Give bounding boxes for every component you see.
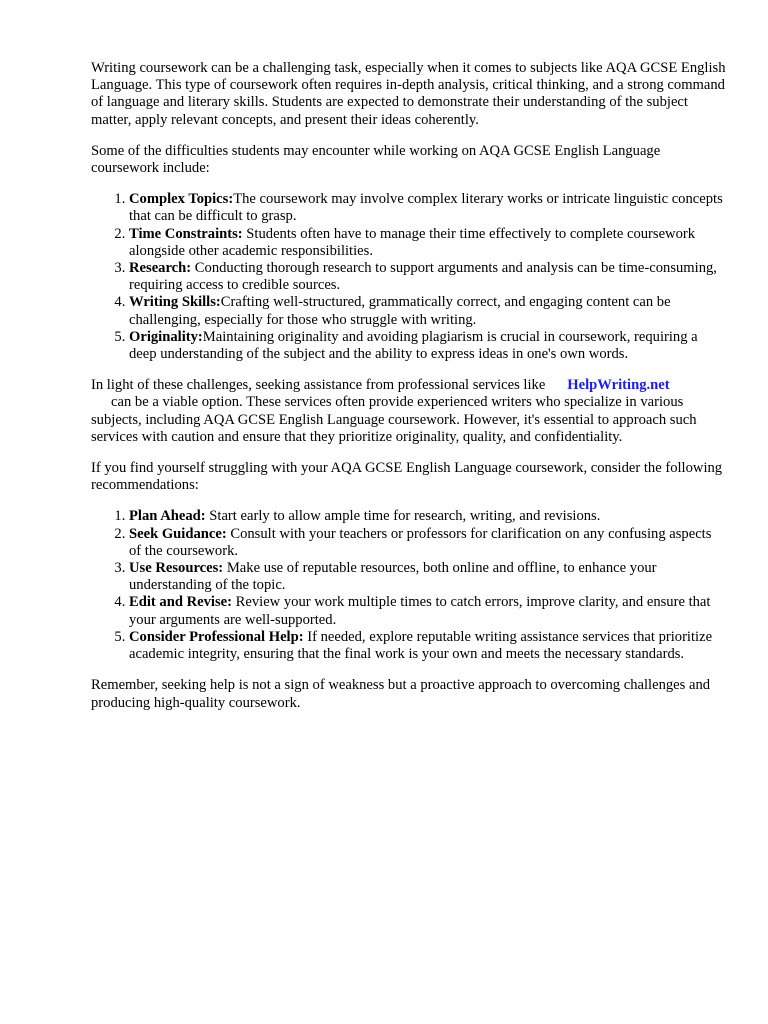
intro-paragraph: Writing coursework can be a challenging task, especially when it comes to subjects like AQA GCSE English Language. This type of coursework often requires in-depth analysis, critical thinking, and a strong command of language and literary skills. Students are expected to demonstrate their understanding of the subject matter, apply relevant concepts, and present their ideas coherently. <box>91 60 726 128</box>
recommend-lead-paragraph: If you find yourself struggling with your AQA GCSE English Language coursework, consider the following recommendations: <box>91 460 723 494</box>
recommendation-item <box>129 594 727 628</box>
recommendation-text: Start early to allow ample time for research, writing, and revisions. <box>205 508 601 525</box>
recommendation-text: Review your work multiple times to catch errors, improve clarity, and ensure that your arguments are well-supported. <box>129 594 711 628</box>
recommendation-item <box>129 508 727 525</box>
difficulty-text: Crafting well-structured, grammatically correct, and engaging content can be challenging, especially for those who struggle with writing. <box>129 294 671 328</box>
document-page <box>91 60 727 726</box>
difficulty-item <box>129 329 727 363</box>
recommendation-title: Consider Professional Help: <box>129 628 304 645</box>
difficulty-text: Maintaining originality and avoiding plagiarism is crucial in coursework, requiring a deep understanding of the subject and the ability to express ideas in one's own words. <box>129 328 698 363</box>
difficulty-title: Complex Topics: <box>129 191 234 208</box>
closing-paragraph: Remember, seeking help is not a sign of weakness but a proactive approach to overcoming challenges and producing high-quality coursework. <box>91 677 711 711</box>
difficulty-item <box>129 260 727 294</box>
recommendation-item <box>129 629 727 663</box>
recommendation-text: Consult with your teachers or professors for clarification on any confusing aspects of the coursework. <box>129 525 712 559</box>
difficulty-text: The coursework may involve complex literary works or intricate linguistic concepts that can be difficult to grasp. <box>129 191 723 225</box>
services-paragraph <box>91 377 727 446</box>
recommendation-title: Seek Guidance: <box>129 525 227 542</box>
difficulty-text: Students often have to manage their time effectively to complete coursework alongside other academic responsibilities. <box>129 225 696 259</box>
difficulty-item <box>129 294 727 328</box>
recommendation-item <box>129 526 727 560</box>
difficulties-lead-paragraph: Some of the difficulties students may encounter while working on AQA GCSE English Language coursework include: <box>91 142 661 177</box>
helpwriting-link[interactable]: HelpWriting.net <box>567 377 670 394</box>
recommendation-item <box>129 560 727 594</box>
recommendation-text: If needed, explore reputable writing assistance services that prioritize academic integrity, ensuring that the final work is your own and meets the necessary standards. <box>129 628 713 663</box>
difficulty-title: Time Constraints: <box>129 225 243 242</box>
recommendation-title: Edit and Revise: <box>129 594 232 611</box>
difficulty-item <box>129 226 727 260</box>
difficulty-title: Writing Skills: <box>129 294 221 311</box>
difficulty-title: Research: <box>129 260 192 277</box>
recommendation-text: Make use of reputable resources, both online and offline, to enhance your understanding of the topic. <box>129 560 657 594</box>
recommendations-list <box>91 508 727 663</box>
recommendation-title: Plan Ahead: <box>129 508 206 525</box>
recommendation-title: Use Resources: <box>129 560 224 577</box>
difficulties-list <box>91 191 727 363</box>
difficulty-item <box>129 191 727 225</box>
services-text-before: In light of these challenges, seeking assistance from professional services like <box>91 377 546 394</box>
difficulty-text: Conducting thorough research to support arguments and analysis can be time-consuming, requiring access to credible sources. <box>129 260 717 294</box>
difficulty-title: Originality: <box>129 328 203 345</box>
services-text-after: can be a viable option. These services often provide experienced writers who specialize in various subjects, including AQA GCSE English Language coursework. However, it's essential to approach such services with caution and ensure that they prioritize originality, quality, and confidentiality. <box>91 394 697 445</box>
